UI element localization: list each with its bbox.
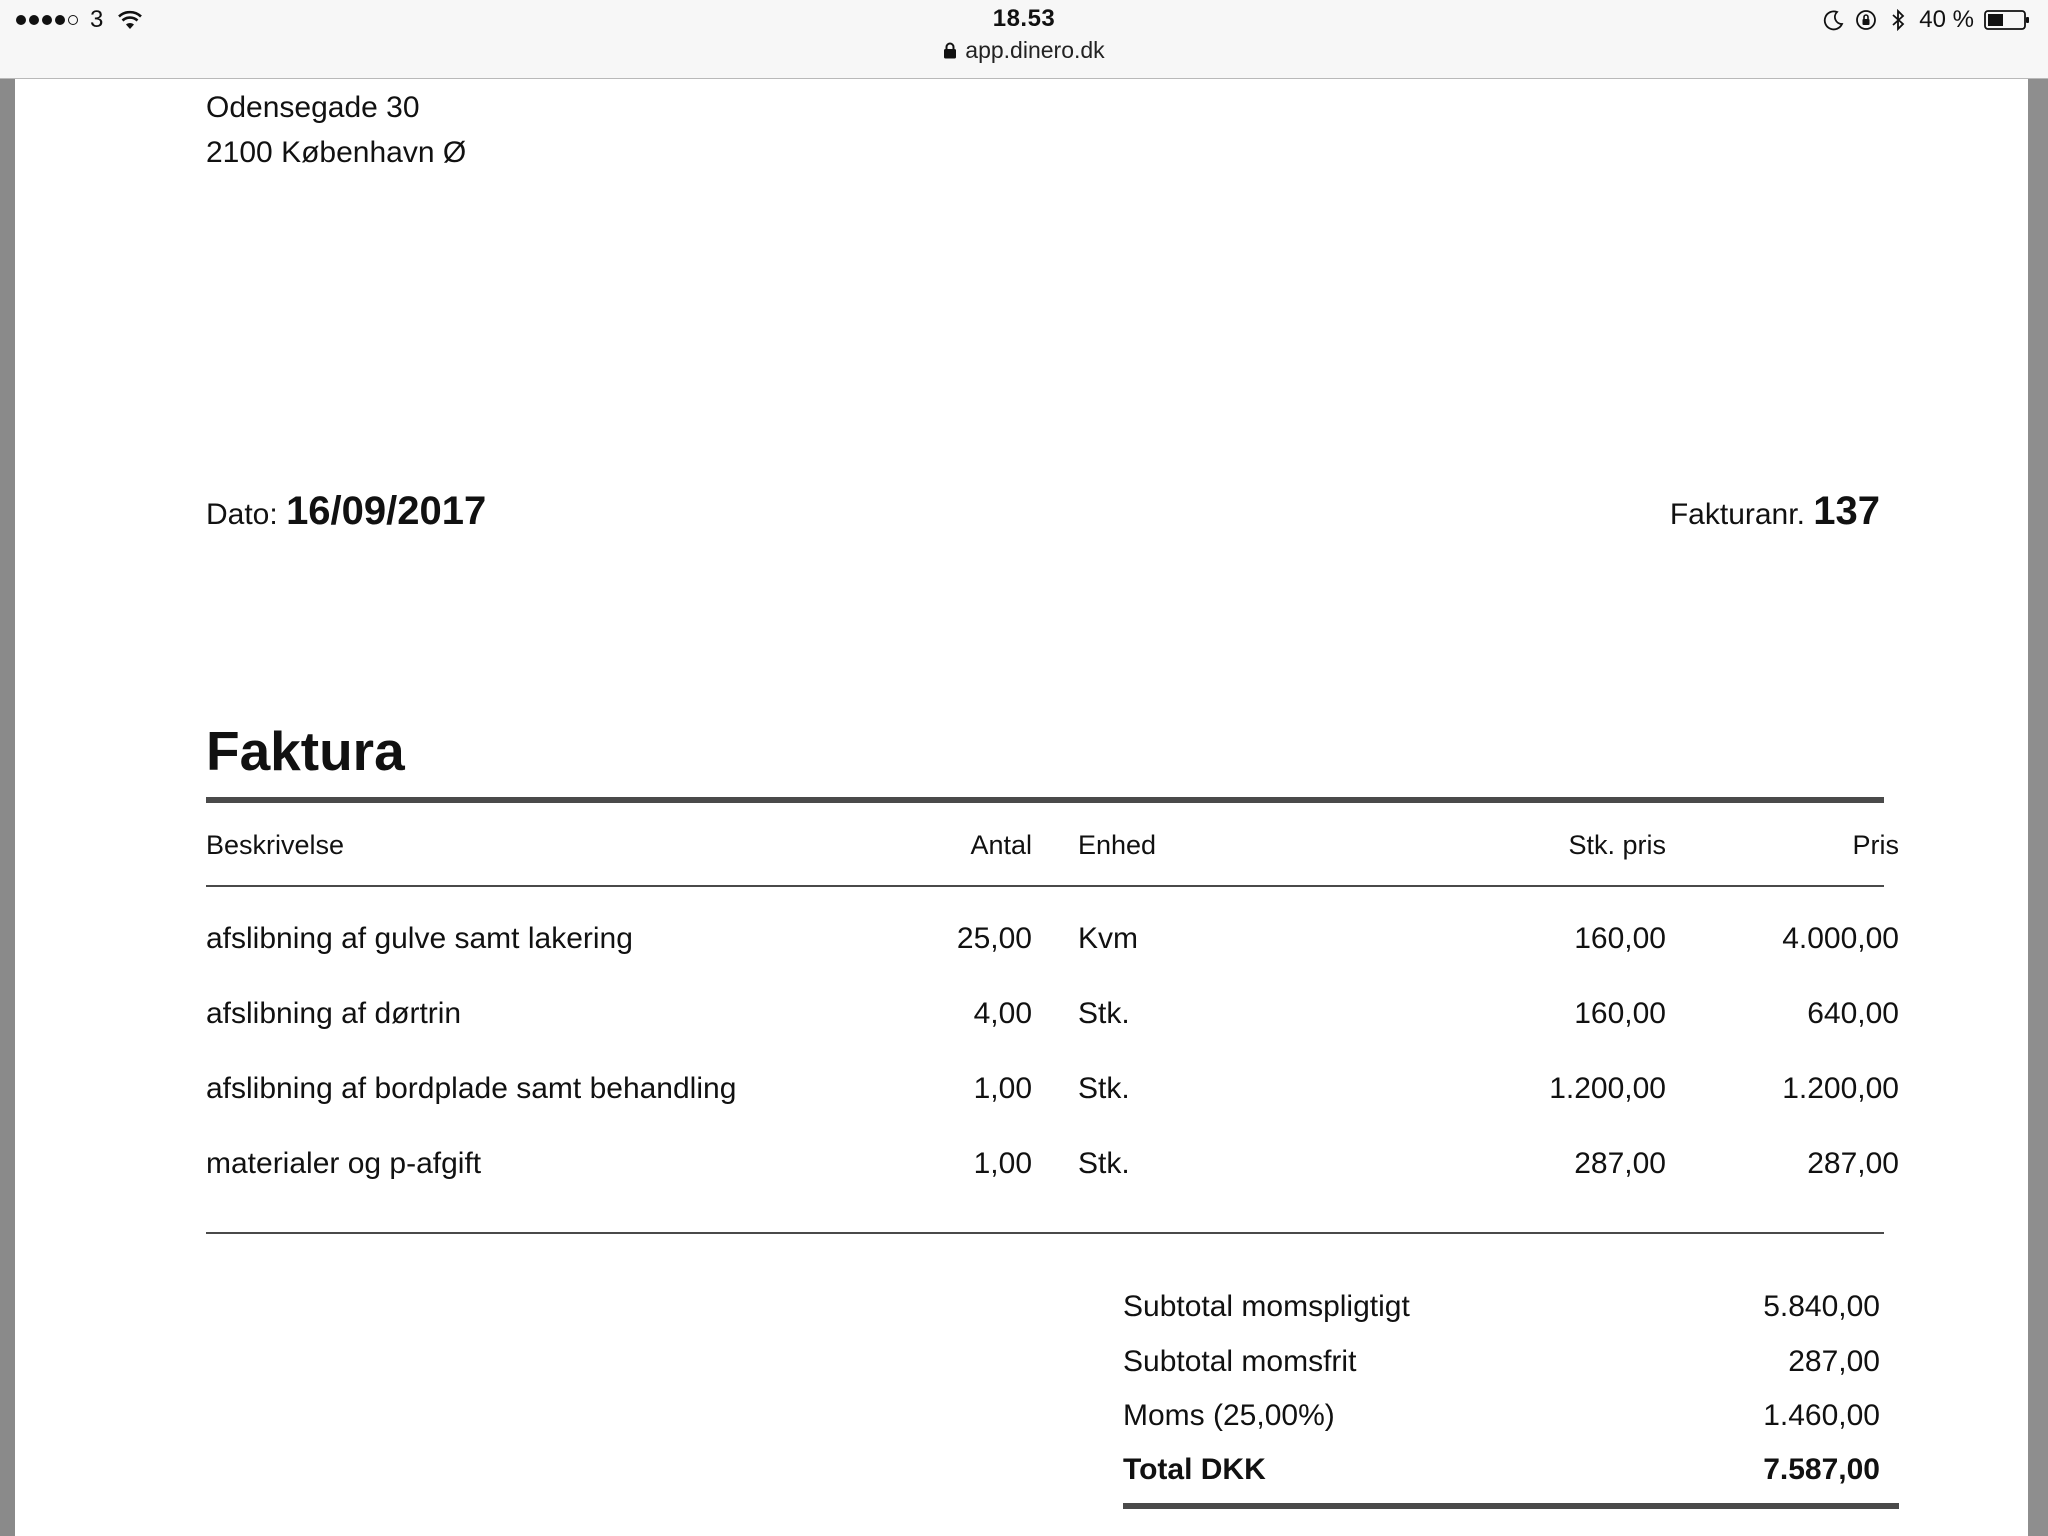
total-value: 7.587,00 bbox=[1763, 1453, 1880, 1486]
total-label: Total DKK bbox=[1123, 1453, 1266, 1486]
row-unit-price: 287,00 bbox=[1574, 1147, 1666, 1180]
battery-icon bbox=[1984, 9, 2030, 31]
header-description: Beskrivelse bbox=[206, 830, 345, 860]
row-price: 1.200,00 bbox=[1782, 1072, 1899, 1105]
invoice-number-label: Fakturanr. bbox=[1669, 498, 1805, 531]
row-unit: Kvm bbox=[1078, 922, 1138, 955]
status-bar bbox=[0, 0, 2048, 79]
invoice-number-value: 137 bbox=[1813, 489, 1880, 533]
table-top-rule bbox=[206, 797, 1884, 803]
row-quantity: 1,00 bbox=[973, 1072, 1032, 1105]
summary-label: Moms (25,00%) bbox=[1123, 1399, 1335, 1432]
date-label: Dato: bbox=[206, 498, 278, 531]
row-description: materialer og p-afgift bbox=[206, 1147, 482, 1180]
header-unit-price: Stk. pris bbox=[1568, 830, 1666, 860]
row-description: afslibning af gulve samt lakering bbox=[206, 922, 633, 955]
date-value: 16/09/2017 bbox=[286, 489, 487, 533]
carrier-label: 3 bbox=[90, 6, 104, 33]
battery-percent: 40 % bbox=[1919, 6, 1974, 33]
invoice-page bbox=[15, 79, 2028, 1536]
total-rule bbox=[1123, 1503, 1899, 1509]
row-unit-price: 160,00 bbox=[1574, 922, 1666, 955]
row-quantity: 4,00 bbox=[973, 997, 1032, 1030]
address-city: 2100 København Ø bbox=[206, 136, 467, 169]
row-unit: Stk. bbox=[1078, 997, 1130, 1030]
url-text: app.dinero.dk bbox=[965, 37, 1105, 63]
invoice-date bbox=[206, 489, 486, 534]
summary-label: Subtotal momsfrit bbox=[1123, 1345, 1357, 1378]
row-unit-price: 160,00 bbox=[1574, 997, 1666, 1030]
header-price: Pris bbox=[1852, 830, 1899, 860]
table-bottom-rule bbox=[206, 1232, 1884, 1234]
row-price: 287,00 bbox=[1807, 1147, 1899, 1180]
lock-icon bbox=[943, 42, 957, 59]
address-street: Odensegade 30 bbox=[206, 91, 420, 124]
row-description: afslibning af bordplade samt behandling bbox=[206, 1072, 737, 1105]
row-unit: Stk. bbox=[1078, 1072, 1130, 1105]
header-rule bbox=[206, 885, 1884, 887]
page-margin bbox=[2028, 79, 2048, 1536]
row-unit-price: 1.200,00 bbox=[1549, 1072, 1666, 1105]
header-unit: Enhed bbox=[1078, 830, 1157, 860]
document-title: Faktura bbox=[206, 720, 405, 782]
address-bar[interactable] bbox=[0, 5, 2048, 64]
row-unit: Stk. bbox=[1078, 1147, 1130, 1180]
moon-icon bbox=[1823, 9, 1845, 31]
clock: 18.53 bbox=[992, 5, 1056, 32]
row-quantity: 1,00 bbox=[973, 1147, 1032, 1180]
summary-value: 287,00 bbox=[1788, 1345, 1880, 1378]
row-quantity: 25,00 bbox=[956, 922, 1032, 955]
summary-label: Subtotal momspligtigt bbox=[1123, 1290, 1410, 1323]
status-icons bbox=[1823, 6, 2030, 34]
invoice-number bbox=[1670, 489, 1880, 534]
row-price: 4.000,00 bbox=[1782, 922, 1899, 955]
header-quantity: Antal bbox=[970, 830, 1032, 860]
row-price: 640,00 bbox=[1807, 997, 1899, 1030]
bluetooth-icon bbox=[1887, 9, 1909, 31]
rotation-lock-icon bbox=[1855, 9, 1877, 31]
summary-value: 5.840,00 bbox=[1763, 1290, 1880, 1323]
row-description: afslibning af dørtrin bbox=[206, 997, 462, 1030]
url-display[interactable] bbox=[943, 37, 1104, 64]
summary-value: 1.460,00 bbox=[1763, 1399, 1880, 1432]
